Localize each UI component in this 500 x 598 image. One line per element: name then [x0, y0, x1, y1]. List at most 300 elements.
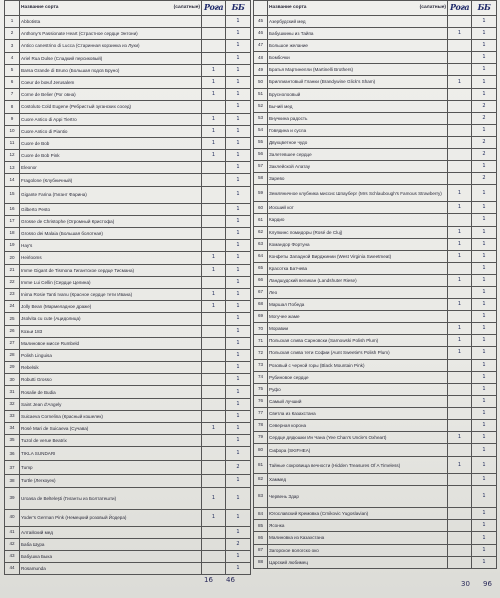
left-count-col1: 1 — [202, 301, 226, 313]
right-row-number: 46 — [254, 28, 268, 40]
right-variety-name: Иосший кот — [268, 202, 448, 214]
left-count-col1 — [202, 563, 226, 575]
right-row-number: 62 — [254, 226, 268, 238]
left-variety-row — [5, 16, 251, 28]
left-count-col1: 1 — [202, 252, 226, 264]
left-row-number: 15 — [5, 186, 20, 203]
left-row-number: 44 — [5, 563, 20, 575]
right-variety-name: Бриллиантовый Гланки (Brandywine Glick's Sham) — [268, 76, 448, 88]
right-row-number: 78 — [254, 420, 268, 432]
left-count-col2: 1 — [226, 475, 251, 487]
right-variety-name: Заклейской Алатау — [268, 161, 448, 173]
right-header-hw2: ББ — [472, 1, 497, 16]
right-variety-row — [254, 520, 497, 532]
right-count-col1 — [448, 40, 472, 52]
right-count-col1: 1 — [448, 28, 472, 40]
left-row-number: 12 — [5, 150, 20, 162]
left-variety-name: Imme Lui Cellin (Сердце Целина) — [20, 276, 202, 288]
right-count-col1 — [448, 474, 472, 486]
left-count-col1 — [202, 435, 226, 447]
left-variety-name: Uroasa de Belteleşti (Гиганты из Болтатешти) — [20, 487, 202, 509]
right-row-number: 72 — [254, 347, 268, 359]
right-variety-row — [254, 214, 497, 226]
left-variety-name: Turtle (Легкоуек) — [20, 475, 202, 487]
left-variety-name: Козьи 183 — [20, 325, 202, 337]
right-variety-row — [254, 299, 497, 311]
right-count-col2: 2 — [472, 136, 497, 148]
left-count-col2: 1 — [226, 264, 251, 276]
right-count-col1 — [448, 532, 472, 544]
left-count-col2: 1 — [226, 435, 251, 447]
right-count-col2: 2 — [472, 149, 497, 161]
left-variety-name: Jsolvita cu cute (Ацидолица) — [20, 313, 202, 325]
right-variety-name: Залетевшее сердце — [268, 149, 448, 161]
right-row-number: 86 — [254, 532, 268, 544]
left-row-number: 13 — [5, 162, 20, 174]
left-count-col2: 1 — [226, 215, 251, 227]
left-variety-name: Cuore Antico di Piantio — [20, 125, 202, 137]
left-variety-name: Abbotista — [20, 16, 202, 28]
left-count-col2: 1 — [226, 423, 251, 435]
right-variety-row — [254, 395, 497, 407]
right-count-col2: 1 — [472, 486, 497, 508]
left-count-col1 — [202, 52, 226, 64]
left-count-col1 — [202, 162, 226, 174]
left-count-col1 — [202, 337, 226, 349]
right-count-col2: 1 — [472, 64, 497, 76]
left-count-col2: 1 — [226, 89, 251, 101]
left-variety-row — [5, 203, 251, 215]
left-count-col1 — [202, 386, 226, 398]
right-variety-row — [254, 76, 497, 88]
left-row-number: 39 — [5, 487, 20, 509]
left-variety-name: Costoluto Cold Eugene (Ребристый зуганских сосед) — [20, 101, 202, 113]
right-count-col2: 1 — [472, 88, 497, 100]
right-variety-row — [254, 149, 497, 161]
left-row-number: 8 — [5, 101, 20, 113]
left-row-number: 11 — [5, 137, 20, 149]
left-variety-row — [5, 526, 251, 538]
left-variety-row — [5, 264, 251, 276]
right-variety-row — [254, 383, 497, 395]
left-variety-row — [5, 563, 251, 575]
right-count-col1 — [448, 444, 472, 457]
left-variety-row — [5, 550, 251, 562]
left-count-col2: 1 — [226, 447, 251, 461]
right-variety-name: Маршал Победа — [268, 299, 448, 311]
left-variety-name: TIKLA SUNDARI — [20, 447, 202, 461]
right-count-col2: 1 — [472, 474, 497, 486]
right-row-number: 45 — [254, 16, 268, 28]
left-variety-name: Suicaeva Cornelina (Красный кошелек) — [20, 410, 202, 422]
left-row-number: 2 — [5, 28, 20, 40]
right-count-col1: 1 — [448, 76, 472, 88]
left-row-number: 30 — [5, 374, 20, 386]
left-count-col1 — [202, 174, 226, 186]
right-variety-row — [254, 359, 497, 371]
right-row-number: 65 — [254, 262, 268, 274]
right-count-col2: 1 — [472, 226, 497, 238]
left-variety-row — [5, 301, 251, 313]
right-count-col1 — [448, 52, 472, 64]
right-count-col2: 1 — [472, 76, 497, 88]
left-count-col2: 1 — [226, 16, 251, 28]
left-variety-name: Rosalie de Budia — [20, 386, 202, 398]
left-variety-name: Polish Linguisa — [20, 349, 202, 361]
left-header-hw2: ББ — [226, 1, 251, 16]
right-variety-name: Сифора (SKIFHEA) — [268, 444, 448, 457]
left-count-col2: 1 — [226, 563, 251, 575]
left-row-number: 23 — [5, 288, 20, 300]
left-row-number: 35 — [5, 435, 20, 447]
right-count-col2: 1 — [472, 508, 497, 520]
left-variety-name: Бабушка Быка — [20, 550, 202, 562]
right-variety-name: Загорское вологско око — [268, 544, 448, 556]
right-count-col1: 1 — [448, 274, 472, 286]
right-variety-name: Зарево — [268, 173, 448, 185]
left-variety-row — [5, 101, 251, 113]
left-row-number: 6 — [5, 76, 20, 88]
left-count-col1 — [202, 349, 226, 361]
left-variety-name: Jolly Bean (Мармеладное драже) — [20, 301, 202, 313]
right-variety-row — [254, 432, 497, 444]
right-variety-row — [254, 64, 497, 76]
right-count-col1: 1 — [448, 299, 472, 311]
right-row-number: 87 — [254, 544, 268, 556]
right-row-number: 55 — [254, 136, 268, 148]
right-variety-table — [253, 0, 497, 569]
right-variety-name: Земляничное клубника миссис Шпауберг (Mrs Schlaubough's Famous Strawberry) — [268, 185, 448, 202]
right-count-col1 — [448, 520, 472, 532]
right-count-col1: 1 — [448, 185, 472, 202]
right-count-col1 — [448, 112, 472, 124]
right-count-col1 — [448, 383, 472, 395]
left-variety-name: Antico canestrino di Lucca (Старинная корзинка из Луки) — [20, 40, 202, 52]
left-variety-row — [5, 509, 251, 526]
right-count-col1 — [448, 161, 472, 173]
left-variety-row — [5, 349, 251, 361]
right-variety-name: Большое желание — [268, 40, 448, 52]
right-variety-name: Братья Мартинелли (Martinelli Brothers) — [268, 64, 448, 76]
left-count-col2: 1 — [226, 52, 251, 64]
left-variety-name: Inima Rosie Tanti Ivanu (Красное сердце тети Ивана) — [20, 288, 202, 300]
right-count-col2: 2 — [472, 173, 497, 185]
left-count-col1 — [202, 410, 226, 422]
right-variety-name: Тайные сокровища вечности (Hidden Treasures Of A Timeless) — [268, 457, 448, 474]
left-count-col1 — [202, 461, 226, 475]
left-row-number: 10 — [5, 125, 20, 137]
right-row-number: 84 — [254, 508, 268, 520]
right-variety-row — [254, 347, 497, 359]
right-count-col2: 1 — [472, 311, 497, 323]
left-type-col: (салатные) — [173, 4, 200, 10]
left-variety-name: Cuore Antico di Appi Tiertro — [20, 113, 202, 125]
left-count-col2: 1 — [226, 228, 251, 240]
right-row-number: 50 — [254, 76, 268, 88]
right-count-col2: 1 — [472, 286, 497, 298]
left-count-col2: 2 — [226, 538, 251, 550]
right-count-col1 — [448, 556, 472, 568]
right-variety-name: Рубиновое сердце — [268, 371, 448, 383]
right-variety-name: Северная корона — [268, 420, 448, 432]
right-variety-row — [254, 173, 497, 185]
left-variety-name: Barsa Grande di Bruno (Большая подсв Бруно) — [20, 64, 202, 76]
left-row-number: 33 — [5, 410, 20, 422]
right-variety-row — [254, 444, 497, 457]
right-row-number: 64 — [254, 250, 268, 262]
left-count-col2: 2 — [226, 461, 251, 475]
right-variety-row — [254, 28, 497, 40]
right-row-number: 52 — [254, 100, 268, 112]
right-count-col2: 1 — [472, 250, 497, 262]
left-variety-row — [5, 174, 251, 186]
left-count-col1 — [202, 475, 226, 487]
left-count-col2: 1 — [226, 203, 251, 215]
right-variety-name: Хаммед — [268, 474, 448, 486]
right-variety-row — [254, 16, 497, 28]
left-count-col1 — [202, 362, 226, 374]
left-variety-row — [5, 52, 251, 64]
right-count-col2: 1 — [472, 161, 497, 173]
right-variety-row — [254, 508, 497, 520]
right-variety-name: Двухцветное чудо — [268, 136, 448, 148]
right-count-col1 — [448, 214, 472, 226]
left-header-row — [5, 1, 251, 16]
left-variety-name: Gigante Farina (Гигант Фарина) — [20, 186, 202, 203]
left-variety-row — [5, 228, 251, 240]
left-count-col1 — [202, 398, 226, 410]
right-variety-row — [254, 420, 497, 432]
right-variety-row — [254, 100, 497, 112]
left-variety-row — [5, 435, 251, 447]
right-variety-row — [254, 185, 497, 202]
left-count-col1 — [202, 215, 226, 227]
left-count-col1 — [202, 186, 226, 203]
right-variety-row — [254, 52, 497, 64]
right-variety-name: Говядина и сусла — [268, 124, 448, 136]
left-variety-row — [5, 186, 251, 203]
right-row-number: 67 — [254, 286, 268, 298]
left-count-col2: 1 — [226, 40, 251, 52]
right-variety-name: Командор Фортуна — [268, 238, 448, 250]
left-variety-row — [5, 215, 251, 227]
left-row-number: 25 — [5, 313, 20, 325]
left-count-col2: 1 — [226, 76, 251, 88]
left-variety-name: Hay's — [20, 240, 202, 252]
left-variety-name: Yoder's German Pink (Немецкий розовый Йодера) — [20, 509, 202, 526]
left-variety-row — [5, 276, 251, 288]
left-variety-name: Алтайский мед — [20, 526, 202, 538]
left-variety-row — [5, 150, 251, 162]
left-row-number: 3 — [5, 40, 20, 52]
left-count-col2: 1 — [226, 325, 251, 337]
right-variety-name: Ландшудский великан (Landshuter Riese) — [268, 274, 448, 286]
right-row-number: 83 — [254, 486, 268, 508]
right-count-col2: 1 — [472, 262, 497, 274]
left-count-col2: 1 — [226, 186, 251, 203]
left-count-col1: 1 — [202, 288, 226, 300]
left-count-col1: 1 — [202, 423, 226, 435]
right-count-col2: 1 — [472, 420, 497, 432]
right-header-row — [254, 1, 497, 16]
right-variety-name: Руфо — [268, 383, 448, 395]
left-row-number: 18 — [5, 228, 20, 240]
right-count-col2: 1 — [472, 347, 497, 359]
right-variety-row — [254, 238, 497, 250]
right-row-number: 73 — [254, 359, 268, 371]
left-row-number: 42 — [5, 538, 20, 550]
right-count-col1 — [448, 124, 472, 136]
right-row-number: 58 — [254, 173, 268, 185]
right-header-name — [268, 1, 448, 16]
right-variety-name: Польская слива тети Софии (Aunt Sweetie's Polish Plum) — [268, 347, 448, 359]
left-count-col1 — [202, 374, 226, 386]
right-count-col2: 1 — [472, 299, 497, 311]
right-count-col1 — [448, 100, 472, 112]
left-row-number: 29 — [5, 362, 20, 374]
left-count-col2: 1 — [226, 162, 251, 174]
right-row-number: 48 — [254, 52, 268, 64]
left-row-number: 41 — [5, 526, 20, 538]
left-variety-name: Imme Gigant de Tismona Гигантское сердце Тисмана) — [20, 264, 202, 276]
right-variety-row — [254, 486, 497, 508]
right-variety-name: Азербудский мед — [268, 16, 448, 28]
right-count-col2: 1 — [472, 238, 497, 250]
right-variety-row — [254, 262, 497, 274]
right-variety-row — [254, 274, 497, 286]
left-count-col1: 1 — [202, 76, 226, 88]
left-count-col2: 1 — [226, 349, 251, 361]
right-count-col1 — [448, 420, 472, 432]
left-count-col2: 1 — [226, 64, 251, 76]
right-count-col1 — [448, 359, 472, 371]
right-row-number: 61 — [254, 214, 268, 226]
right-count-col2: 1 — [472, 28, 497, 40]
right-count-col2: 1 — [472, 185, 497, 202]
left-count-col1: 1 — [202, 125, 226, 137]
right-count-col2: 1 — [472, 274, 497, 286]
right-count-col2: 1 — [472, 124, 497, 136]
right-count-col1 — [448, 64, 472, 76]
left-row-number: 37 — [5, 461, 20, 475]
right-row-number: 47 — [254, 40, 268, 52]
left-row-number: 5 — [5, 64, 20, 76]
right-count-col1 — [448, 136, 472, 148]
left-variety-name: Grosso dei Malaia (Большая болотная) — [20, 228, 202, 240]
left-variety-name: Fragolone (Клубничный) — [20, 174, 202, 186]
right-variety-name: Червень Здар — [268, 486, 448, 508]
left-count-col2: 1 — [226, 362, 251, 374]
left-variety-row — [5, 76, 251, 88]
left-row-number: 17 — [5, 215, 20, 227]
right-variety-name: Самый лучший — [268, 395, 448, 407]
left-variety-name: Tuzol de verue Beatrix — [20, 435, 202, 447]
left-variety-name: Anthony's Passionate Heart (Страстное сердце Энтони) — [20, 28, 202, 40]
right-count-col1 — [448, 88, 472, 100]
right-variety-name: Сердце дядюшки Ин Чана (Yee Chan's Uncle's Oxheart) — [268, 432, 448, 444]
left-variety-name: Cuore de Bob Pink — [20, 150, 202, 162]
left-row-number: 22 — [5, 276, 20, 288]
left-count-col1: 1 — [202, 264, 226, 276]
left-variety-row — [5, 447, 251, 461]
right-variety-name: Польская слива Сарновски (Sarnowski Polish Plum) — [268, 335, 448, 347]
right-count-col1: 1 — [448, 457, 472, 474]
right-variety-name: Моравии — [268, 323, 448, 335]
right-total-a: 30 — [461, 580, 470, 588]
right-variety-row — [254, 556, 497, 568]
left-row-number: 4 — [5, 52, 20, 64]
left-count-col2: 1 — [226, 137, 251, 149]
left-row-number: 26 — [5, 325, 20, 337]
left-row-number: 16 — [5, 203, 20, 215]
right-row-number: 49 — [254, 64, 268, 76]
right-row-number: 63 — [254, 238, 268, 250]
left-header-name — [20, 1, 202, 16]
left-variety-name: Grosse de Christophe (Огромный Кристофа) — [20, 215, 202, 227]
right-count-col2: 1 — [472, 432, 497, 444]
right-count-col2: 1 — [472, 335, 497, 347]
left-count-col1: 1 — [202, 509, 226, 526]
right-row-number: 68 — [254, 299, 268, 311]
left-count-col2: 1 — [226, 410, 251, 422]
right-variety-name: Ясонка — [268, 520, 448, 532]
right-variety-row — [254, 250, 497, 262]
right-count-col1 — [448, 173, 472, 185]
right-count-col1: 1 — [448, 432, 472, 444]
right-variety-name: Розовый с черной горы (Black Mountain Pink) — [268, 359, 448, 371]
left-row-number: 14 — [5, 174, 20, 186]
right-name-col: Название сорта — [269, 4, 307, 10]
right-variety-row — [254, 88, 497, 100]
right-variety-row — [254, 335, 497, 347]
right-count-col1: 1 — [448, 347, 472, 359]
right-row-number: 75 — [254, 383, 268, 395]
right-variety-row — [254, 544, 497, 556]
left-variety-row — [5, 89, 251, 101]
right-count-col2: 1 — [472, 383, 497, 395]
right-count-col2: 1 — [472, 544, 497, 556]
left-row-number: 38 — [5, 475, 20, 487]
right-variety-name: Внучкина радость — [268, 112, 448, 124]
left-count-col1 — [202, 240, 226, 252]
right-count-col2: 1 — [472, 202, 497, 214]
right-count-col2: 2 — [472, 100, 497, 112]
right-row-number: 54 — [254, 124, 268, 136]
right-count-col2: 1 — [472, 520, 497, 532]
right-variety-row — [254, 532, 497, 544]
right-row-number: 51 — [254, 88, 268, 100]
right-variety-row — [254, 286, 497, 298]
right-count-col1 — [448, 544, 472, 556]
right-row-number: 85 — [254, 520, 268, 532]
left-variety-row — [5, 398, 251, 410]
right-variety-name: Бабушкины из Тайпа — [268, 28, 448, 40]
left-row-number: 9 — [5, 113, 20, 125]
left-variety-row — [5, 423, 251, 435]
left-row-number: 24 — [5, 301, 20, 313]
left-count-col1 — [202, 538, 226, 550]
left-row-number: 1 — [5, 16, 20, 28]
right-count-col1: 1 — [448, 202, 472, 214]
right-header-hw1: Рога — [448, 1, 472, 16]
right-row-number: 66 — [254, 274, 268, 286]
right-row-number: 88 — [254, 556, 268, 568]
left-count-col1: 1 — [202, 137, 226, 149]
right-count-col2: 1 — [472, 532, 497, 544]
left-row-number: 43 — [5, 550, 20, 562]
left-row-number: 20 — [5, 252, 20, 264]
left-variety-name: Gilberto Pesto — [20, 203, 202, 215]
